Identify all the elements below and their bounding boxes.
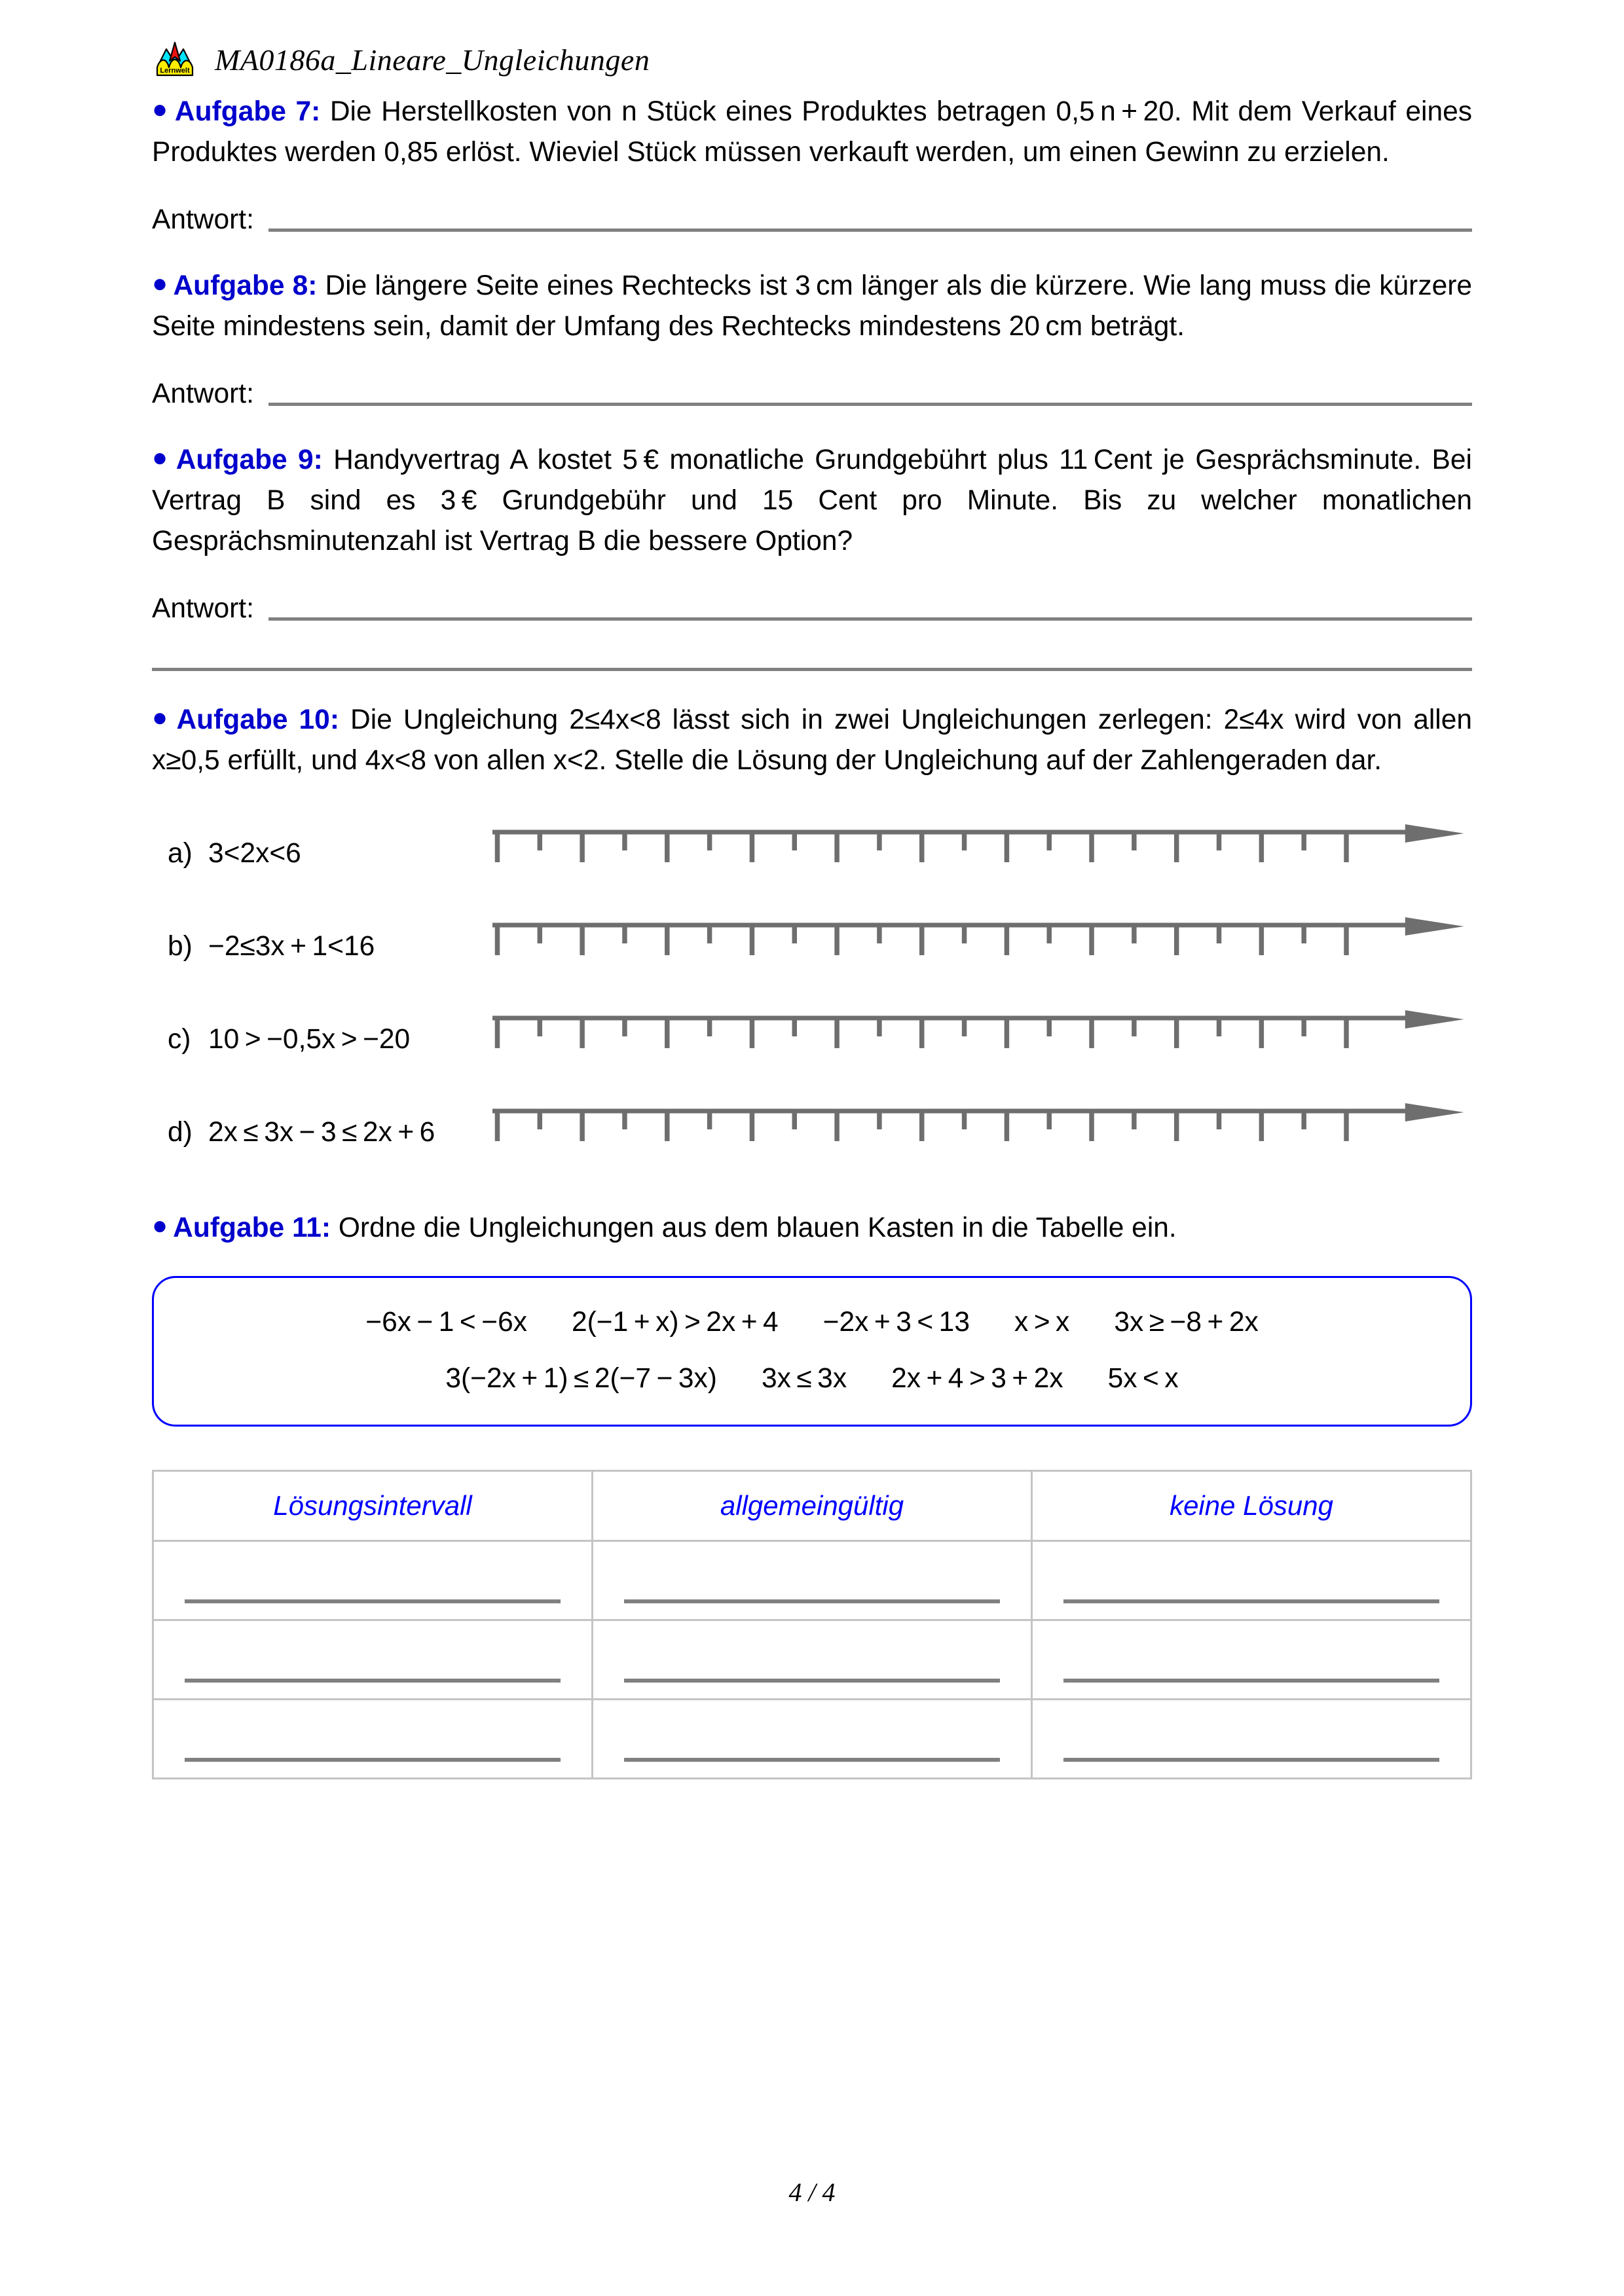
pool-item[interactable]: 2x + 4 > 3 + 2x bbox=[891, 1363, 1063, 1394]
bullet-icon: ● bbox=[152, 269, 168, 298]
number-line-rows bbox=[152, 807, 1472, 1179]
column-header-allgemeinguelig bbox=[593, 1471, 1032, 1541]
header-label: Lösungsintervall bbox=[273, 1490, 472, 1521]
answer-label-7: Antwort: bbox=[152, 204, 254, 235]
pool-item[interactable]: x > x bbox=[1014, 1307, 1070, 1338]
item-c-expression bbox=[152, 1024, 492, 1055]
page-footer: 4 / 4 bbox=[788, 2178, 836, 2207]
table-row bbox=[153, 1620, 1471, 1700]
bullet-icon: ● bbox=[152, 95, 170, 124]
task-7 bbox=[152, 92, 1472, 173]
pool-item[interactable]: 2(−1 + x) > 2x + 4 bbox=[571, 1307, 779, 1338]
task-9 bbox=[152, 440, 1472, 562]
table-row bbox=[153, 1541, 1471, 1620]
document-title: MA0186a_Lineare_Ungleichungen bbox=[215, 43, 650, 77]
writing-line[interactable] bbox=[1063, 1679, 1439, 1683]
answer-cell[interactable] bbox=[1032, 1620, 1471, 1700]
item-c-inequality: 10 > −0,5x > −20 bbox=[208, 1024, 411, 1055]
lernwelt-logo-icon bbox=[152, 39, 198, 81]
task-8-text: Die längere Seite eines Rechtecks ist 3 cm länger als die kürzere. Wie lang muss die kürzere Seite mindestens sein, damit der Umfang des Rechtecks mindestens 20 cm beträgt. bbox=[152, 270, 1472, 342]
writing-line[interactable] bbox=[624, 1679, 1000, 1683]
writing-line[interactable] bbox=[185, 1599, 561, 1603]
answer-row-7 bbox=[152, 203, 1472, 237]
item-c-letter: c) bbox=[168, 1024, 191, 1055]
answer-cell[interactable] bbox=[1032, 1541, 1471, 1620]
answer-line-8[interactable] bbox=[268, 403, 1472, 406]
task-11-text: Ordne die Ungleichungen aus dem blauen Kasten in die Tabelle ein. bbox=[331, 1212, 1177, 1243]
task-10-text: Die Ungleichung 2≤4x<8 lässt sich in zwei Ungleichungen zerlegen: 2≤4x wird von allen x≥0,5 erfüllt, und 4x<8 von allen x<2. Stelle die Lösung der Ungleichung auf der Zahlengeraden dar. bbox=[152, 704, 1472, 776]
answer-label-9: Antwort: bbox=[152, 593, 254, 624]
task-11-label: Aufgabe 11: bbox=[173, 1212, 331, 1243]
answer-cell[interactable] bbox=[593, 1541, 1032, 1620]
answer-cell[interactable] bbox=[153, 1620, 593, 1700]
number-line-d-icon[interactable] bbox=[492, 1103, 1472, 1162]
answer-cell[interactable] bbox=[153, 1700, 593, 1779]
item-a-letter: a) bbox=[168, 838, 193, 869]
task-8-label: Aufgabe 8: bbox=[173, 270, 318, 301]
answer-cell[interactable] bbox=[593, 1620, 1032, 1700]
column-header-keine-loesung bbox=[1032, 1471, 1471, 1541]
bullet-icon: ● bbox=[152, 703, 172, 732]
answer-label-8: Antwort: bbox=[152, 378, 254, 409]
number-line-row-a bbox=[152, 807, 1472, 900]
number-line-row-b bbox=[152, 900, 1472, 993]
pool-row-2 bbox=[189, 1338, 1435, 1398]
task-11 bbox=[152, 1208, 1472, 1248]
header-label: allgemeingültig bbox=[720, 1490, 904, 1521]
number-line-row-c bbox=[152, 993, 1472, 1086]
pool-item[interactable]: 3x ≤ 3x bbox=[761, 1363, 847, 1394]
pool-item[interactable]: 3x ≥ −8 + 2x bbox=[1114, 1307, 1259, 1338]
pool-item[interactable]: 5x < x bbox=[1107, 1363, 1179, 1394]
task-8 bbox=[152, 266, 1472, 347]
number-line-b-icon[interactable] bbox=[492, 917, 1472, 976]
number-line-a-icon[interactable] bbox=[492, 824, 1472, 883]
item-b-numberline-wrap[interactable] bbox=[492, 917, 1472, 976]
column-header-loesungsintervall bbox=[153, 1471, 593, 1541]
writing-line[interactable] bbox=[624, 1758, 1000, 1762]
writing-line[interactable] bbox=[185, 1679, 561, 1683]
item-b-expression bbox=[152, 931, 492, 962]
bullet-icon: ● bbox=[152, 443, 171, 472]
answer-cell[interactable] bbox=[153, 1541, 593, 1620]
number-line-row-d bbox=[152, 1086, 1472, 1179]
writing-line[interactable] bbox=[1063, 1599, 1439, 1603]
classification-table bbox=[152, 1470, 1472, 1779]
pool-item[interactable]: 3(−2x + 1) ≤ 2(−7 − 3x) bbox=[445, 1363, 717, 1394]
answer-row-9 bbox=[152, 592, 1472, 626]
pool-row-1 bbox=[189, 1300, 1435, 1338]
answer-line-7[interactable] bbox=[268, 228, 1472, 232]
logo-wordmark: Lernwelt bbox=[160, 67, 190, 75]
item-b-letter: b) bbox=[168, 931, 193, 962]
task-10 bbox=[152, 700, 1472, 781]
writing-line[interactable] bbox=[185, 1758, 561, 1762]
task-9-label: Aufgabe 9: bbox=[175, 445, 323, 475]
pool-item[interactable]: −2x + 3 < 13 bbox=[822, 1307, 970, 1338]
writing-line[interactable] bbox=[624, 1599, 1000, 1603]
section-separator bbox=[152, 668, 1472, 671]
number-line-c-icon[interactable] bbox=[492, 1010, 1472, 1069]
header-label: keine Lösung bbox=[1170, 1490, 1333, 1521]
item-c-numberline-wrap[interactable] bbox=[492, 1010, 1472, 1069]
item-a-expression bbox=[152, 838, 492, 869]
answer-cell[interactable] bbox=[593, 1700, 1032, 1779]
pool-item[interactable]: −6x − 1 < −6x bbox=[365, 1307, 527, 1338]
item-d-letter: d) bbox=[168, 1117, 193, 1148]
bullet-icon: ● bbox=[152, 1211, 168, 1240]
task-10-label: Aufgabe 10: bbox=[176, 704, 339, 735]
answer-line-9[interactable] bbox=[268, 617, 1472, 621]
item-d-numberline-wrap[interactable] bbox=[492, 1103, 1472, 1162]
answer-row-8 bbox=[152, 377, 1472, 411]
item-b-inequality: −2≤3x + 1<16 bbox=[208, 931, 375, 962]
page-header bbox=[152, 0, 1472, 77]
table-row bbox=[153, 1700, 1471, 1779]
writing-line[interactable] bbox=[1063, 1758, 1439, 1762]
inequality-pool-box bbox=[152, 1276, 1472, 1427]
item-a-numberline-wrap[interactable] bbox=[492, 824, 1472, 883]
task-9-text: Handyvertrag A kostet 5 € monatliche Grundgebührt plus 11 Cent je Gesprächsminute. Bei Vertrag B sind es 3 € Grundgebühr und 15 Cent pro Minute. Bis zu welcher monatlichen Gesprächsminutenzahl ist Vertrag B die bessere Option? bbox=[152, 445, 1472, 556]
item-a-inequality: 3<2x<6 bbox=[208, 838, 301, 869]
item-d-inequality: 2x ≤ 3x − 3 ≤ 2x + 6 bbox=[208, 1117, 435, 1148]
answer-cell[interactable] bbox=[1032, 1700, 1471, 1779]
table-header-row bbox=[153, 1471, 1471, 1541]
task-7-label: Aufgabe 7: bbox=[174, 96, 321, 127]
task-7-text: Die Herstellkosten von n Stück eines Produktes betragen 0,5 n + 20. Mit dem Verkauf eines Produktes werden 0,85 erlöst. Wieviel Stück müssen verkauft werden, um einen Gewinn zu erzielen. bbox=[152, 96, 1472, 168]
item-d-expression bbox=[152, 1117, 492, 1148]
